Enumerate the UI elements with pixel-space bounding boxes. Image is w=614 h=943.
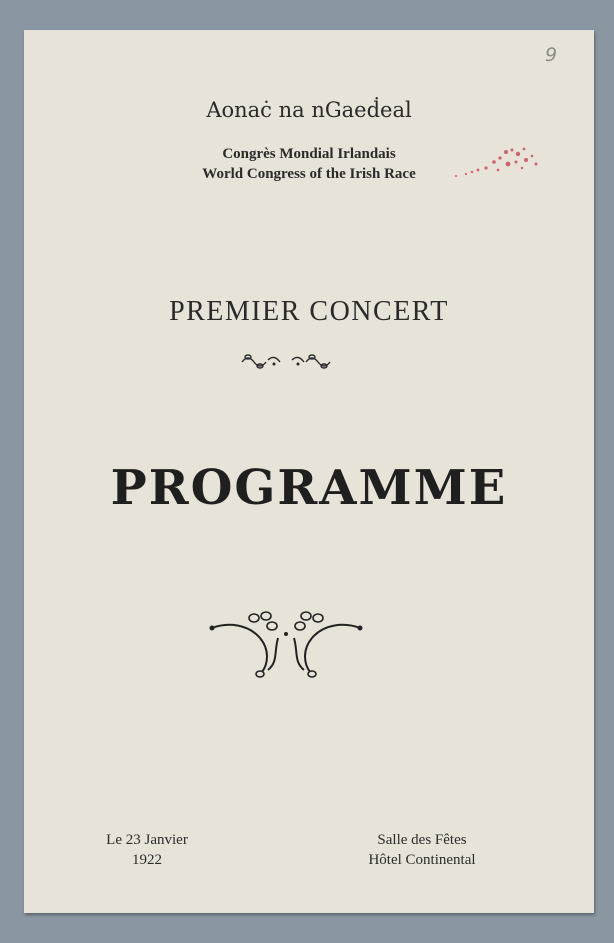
concert-date: Le 23 Janvier [106,832,188,848]
congress-title-french: Congrès Mondial Irlandais [222,146,396,162]
gaelic-title: Aonaċ na nGaeḋeal [206,98,412,122]
venue-hall: Salle des Fêtes [377,832,467,848]
pencil-page-number: 9 [545,44,558,66]
congress-title-english: World Congress of the Irish Race [202,166,416,182]
leaf-scroll-ornament-icon [238,350,334,372]
concert-title: PREMIER CONCERT [169,296,449,327]
venue-hotel: Hôtel Continental [368,852,476,868]
programme-page [24,30,594,913]
concert-year: 1922 [132,852,162,868]
programme-heading: PROGRAMME [110,460,508,516]
floral-ornament-icon [208,608,364,678]
